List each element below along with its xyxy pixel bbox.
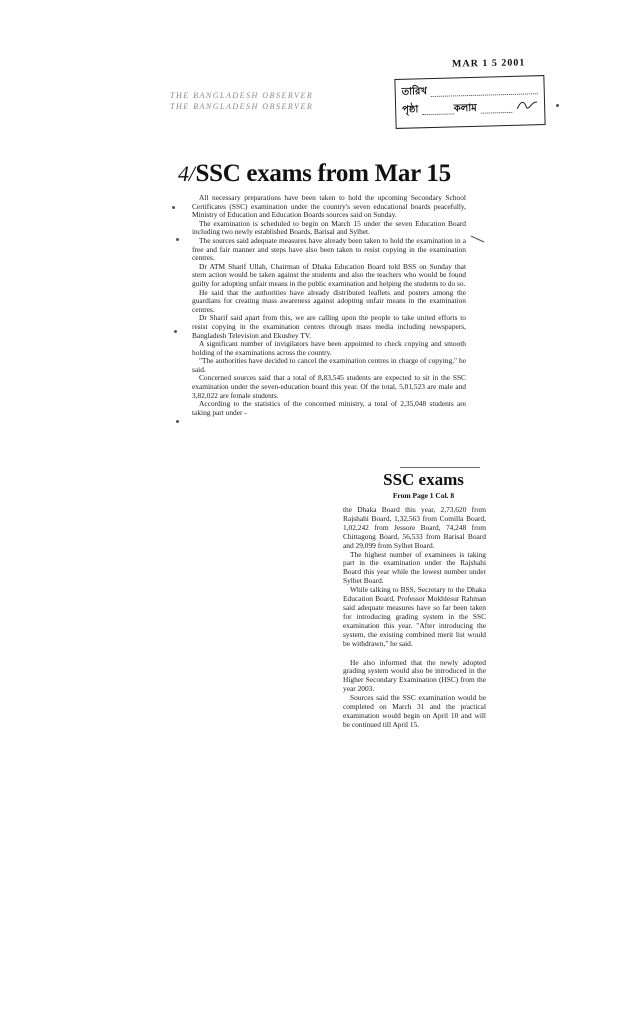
article-paragraph: A significant number of invigilators have been appointed to check copying and smooth holding of the examinations across the country. <box>192 339 466 357</box>
continuation-body <box>343 506 486 730</box>
article-paragraph: According to the statistics of the concerned ministry, a total of 2,35,048 students are taking part under - <box>192 399 466 417</box>
margin-speck <box>174 330 177 333</box>
article-paragraph: Dr Sharif said apart from this, we are calling upon the people to take united efforts to resist copying in the examination centres through mass media including newspapers, Bangladesh Television and Ekushey TV. <box>192 313 466 340</box>
article-paragraph: He said that the authorities have already distributed leaflets and posters among the guardians for creating mass awareness against adopting unfair means in the examination centres. <box>192 287 466 314</box>
continuation-paragraph: While talking to BSS, Secretary to the Dhaka Education Board, Professor Mokhlesur Rahman said adequate measures have so far been taken for introducing grading system in the SSC examination this year. "After introducing the system, the existing combined merit list would be withdrawn," he said. <box>343 585 486 648</box>
headline-text: SSC exams from Mar 15 <box>195 160 451 187</box>
continuation-title: SSC exams <box>383 470 464 489</box>
margin-speck <box>172 206 175 209</box>
continuation-paragraph: The highest number of examinees is taking part in the examination under the Rajshahi Board this year while the lowest number under Sylhet Board. <box>343 549 486 586</box>
continuation-reference: From Page 1 Col. 8 <box>392 491 455 500</box>
clip-box-column-label: কলাম <box>453 102 477 115</box>
margin-speck <box>556 104 559 107</box>
masthead <box>170 90 360 112</box>
clip-box-page-row <box>402 98 538 120</box>
continuation-paragraph: the Dhaka Board this year, 2,73,620 from Rajshahi Board, 1,32,563 from Comilla Board, 1,02,242 from Jessore Board, 74,248 from Chittagong Board, 56,533 from Barisal Board and 29,099 from Sylhet Board. <box>343 505 486 550</box>
clip-box-column-line <box>481 103 513 114</box>
clip-box-signature <box>516 98 538 117</box>
continuation-column <box>343 470 486 730</box>
masthead-line-1: THE BANGLADESH OBSERVER <box>170 91 314 100</box>
article-paragraph: Concerned sources said that a total of 8,83,545 students are expected to sit in the SSC examination under the seven-education board this year. Of the total, 5,01,523 are male and 3,82,022 are female students. <box>192 373 466 400</box>
masthead-line-2: THE BANGLADESH OBSERVER <box>170 102 314 111</box>
article-paragraph: All necessary preparations have been taken to hold the upcoming Secondary School Certificates (SSC) examination under the country's seven educational boards peacefully, Ministry of Education and Education Boards sources said on Sunday. <box>192 193 466 220</box>
article-body <box>192 194 466 417</box>
continuation-paragraph: Sources said the SSC examination would be completed on March 31 and the practical examination would begin on April 10 and will be continued till April 15. <box>343 693 486 729</box>
clipping-stamp-box <box>394 75 545 129</box>
continuation-paragraph: He also informed that the newly adopted grading system would also be introduced in the Higher Secondary Examination (HSC) from the year 2003. <box>343 657 486 694</box>
margin-speck <box>176 420 179 423</box>
clip-box-date-label: তারিখ <box>401 86 428 98</box>
date-stamp: MAR 1 5 2001 <box>451 57 526 70</box>
article-headline <box>178 160 451 188</box>
article-paragraph: The examination is scheduled to begin on March 15 under the seven Education Board including two newly established Boards, Barisal and Sylhet. <box>192 218 466 237</box>
clip-box-page-line <box>422 104 454 115</box>
margin-speck <box>176 238 179 241</box>
article-paragraph: Dr ATM Sharif Ullah, Chairman of Dhaka Education Board told BSS on Sunday that stern action would be taken against the students and also the teachers who would be found guilty for adopting unfair means in the public examination and helping the students to do so. <box>192 261 466 288</box>
headline-clip-mark: 4/ <box>178 161 195 186</box>
column-divider <box>400 467 480 468</box>
margin-arrow-icon <box>470 234 486 246</box>
article-paragraph: The sources said adequate measures have already been taken to hold the examination in a free and fair manner and steps have also been taken to resist copying in the examination centres. <box>192 235 466 263</box>
clip-box-date-line <box>431 84 538 97</box>
clip-box-page-label: পৃষ্ঠা <box>402 104 419 116</box>
article-paragraph: "The authorities have decided to cancel the examination centres in charge of copying," he said. <box>192 356 466 374</box>
